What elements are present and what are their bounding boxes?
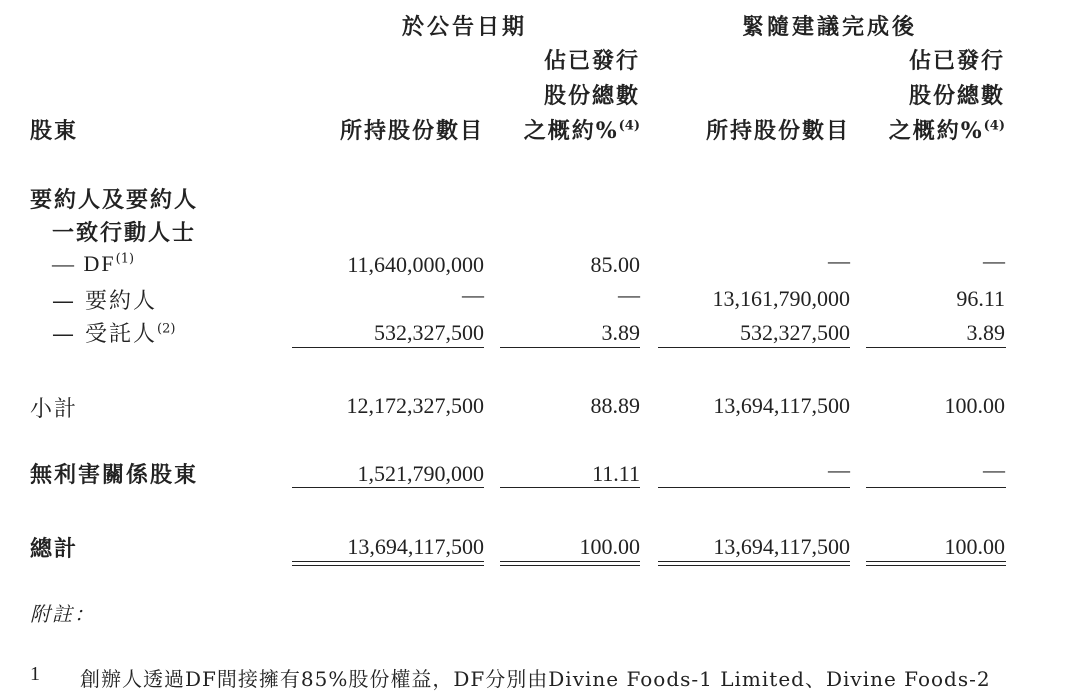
col-pct-1-footnote-ref: (4)	[618, 118, 640, 134]
group-heading-announcement-date: 於公告日期	[402, 14, 528, 40]
row-df-label	[52, 251, 134, 277]
row-disinterested-pct-1: 11.11	[592, 461, 640, 486]
double-rule-pct-2	[866, 561, 1006, 566]
col-shareholder-heading: 股東	[30, 118, 79, 144]
row-trustee-label	[52, 317, 175, 348]
rule-pct-2-total	[866, 487, 1006, 488]
row-trustee-pct-2: 3.89	[966, 320, 1005, 345]
row-df-pct-2: —	[983, 248, 1005, 273]
row-total-shares-2: 13,694,117,500	[713, 534, 850, 559]
double-rule-shares-2	[658, 561, 850, 566]
rule-shares-2-subtotal	[658, 347, 850, 348]
row-df-footnote-ref: (1)	[115, 251, 135, 267]
group-heading-after-completion: 緊隨建議完成後	[742, 14, 918, 40]
col-pct-1-line3	[524, 114, 640, 145]
section-offeror-line1: 要約人及要約人	[30, 187, 199, 213]
row-trustee-label-text: — 受託人	[52, 322, 157, 347]
row-offeror-shares-1: —	[462, 282, 484, 307]
rule-pct-1-total	[500, 487, 640, 488]
row-total-pct-2: 100.00	[944, 534, 1005, 559]
row-trustee-shares-1: 532,327,500	[374, 320, 484, 345]
col-pct-2-footnote-ref: (4)	[983, 118, 1005, 134]
col-pct-1-line1: 佔已發行	[543, 48, 640, 74]
rule-shares-1-subtotal	[292, 347, 484, 348]
row-offeror-shares-2: 13,161,790,000	[712, 286, 850, 311]
col-pct-2-line3	[889, 114, 1005, 145]
col-pct-2-line2: 股份總數	[908, 83, 1005, 109]
section-offeror-line2: 一致行動人士	[52, 220, 197, 246]
row-total-label: 總計	[30, 536, 79, 562]
row-disinterested-label: 無利害關係股東	[30, 462, 199, 488]
row-total-pct-1: 100.00	[579, 534, 640, 559]
rule-pct-1-subtotal	[500, 347, 640, 348]
row-disinterested-shares-2: —	[828, 457, 850, 482]
double-rule-pct-1	[500, 561, 640, 566]
col-pct-2-line3-text: 之概約%	[888, 118, 984, 144]
note-1-number: 1	[30, 663, 41, 685]
row-subtotal-shares-1: 12,172,327,500	[346, 393, 484, 418]
notes-title: 附註：	[30, 602, 96, 626]
row-subtotal-shares-2: 13,694,117,500	[713, 393, 850, 418]
row-trustee-pct-1: 3.89	[601, 320, 640, 345]
row-subtotal-pct-1: 88.89	[590, 393, 640, 418]
note-1-text: 創辦人透過DF間接擁有85%股份權益，DF分別由Divine Foods-1 Limited、Divine Foods-2	[80, 667, 991, 691]
row-subtotal-label: 小計	[30, 397, 79, 422]
rule-pct-2-subtotal	[866, 347, 1006, 348]
col-shares-1-heading: 所持股份數目	[339, 118, 484, 144]
row-offeror-label: — 要約人	[52, 289, 157, 314]
row-df-pct-1: 85.00	[590, 252, 640, 277]
col-pct-1-line3-text: 之概約%	[523, 118, 619, 144]
row-total-shares-1: 13,694,117,500	[347, 534, 484, 559]
row-df-shares-1: 11,640,000,000	[347, 252, 484, 277]
row-df-label-text: — DF	[52, 251, 116, 276]
col-shares-2-heading: 所持股份數目	[705, 118, 850, 144]
row-trustee-footnote-ref: (2)	[157, 321, 176, 337]
row-offeror-pct-1: —	[618, 282, 640, 307]
row-disinterested-shares-1: 1,521,790,000	[357, 461, 484, 486]
double-rule-shares-1	[292, 561, 484, 566]
rule-shares-1-total	[292, 487, 484, 488]
row-offeror-pct-2: 96.11	[956, 286, 1005, 311]
row-subtotal-pct-2: 100.00	[944, 393, 1005, 418]
col-pct-2-line1: 佔已發行	[908, 48, 1005, 74]
col-pct-1-line2: 股份總數	[543, 83, 640, 109]
row-trustee-shares-2: 532,327,500	[740, 320, 850, 345]
rule-shares-2-total	[658, 487, 850, 488]
row-df-shares-2: —	[828, 248, 850, 273]
row-disinterested-pct-2: —	[983, 457, 1005, 482]
